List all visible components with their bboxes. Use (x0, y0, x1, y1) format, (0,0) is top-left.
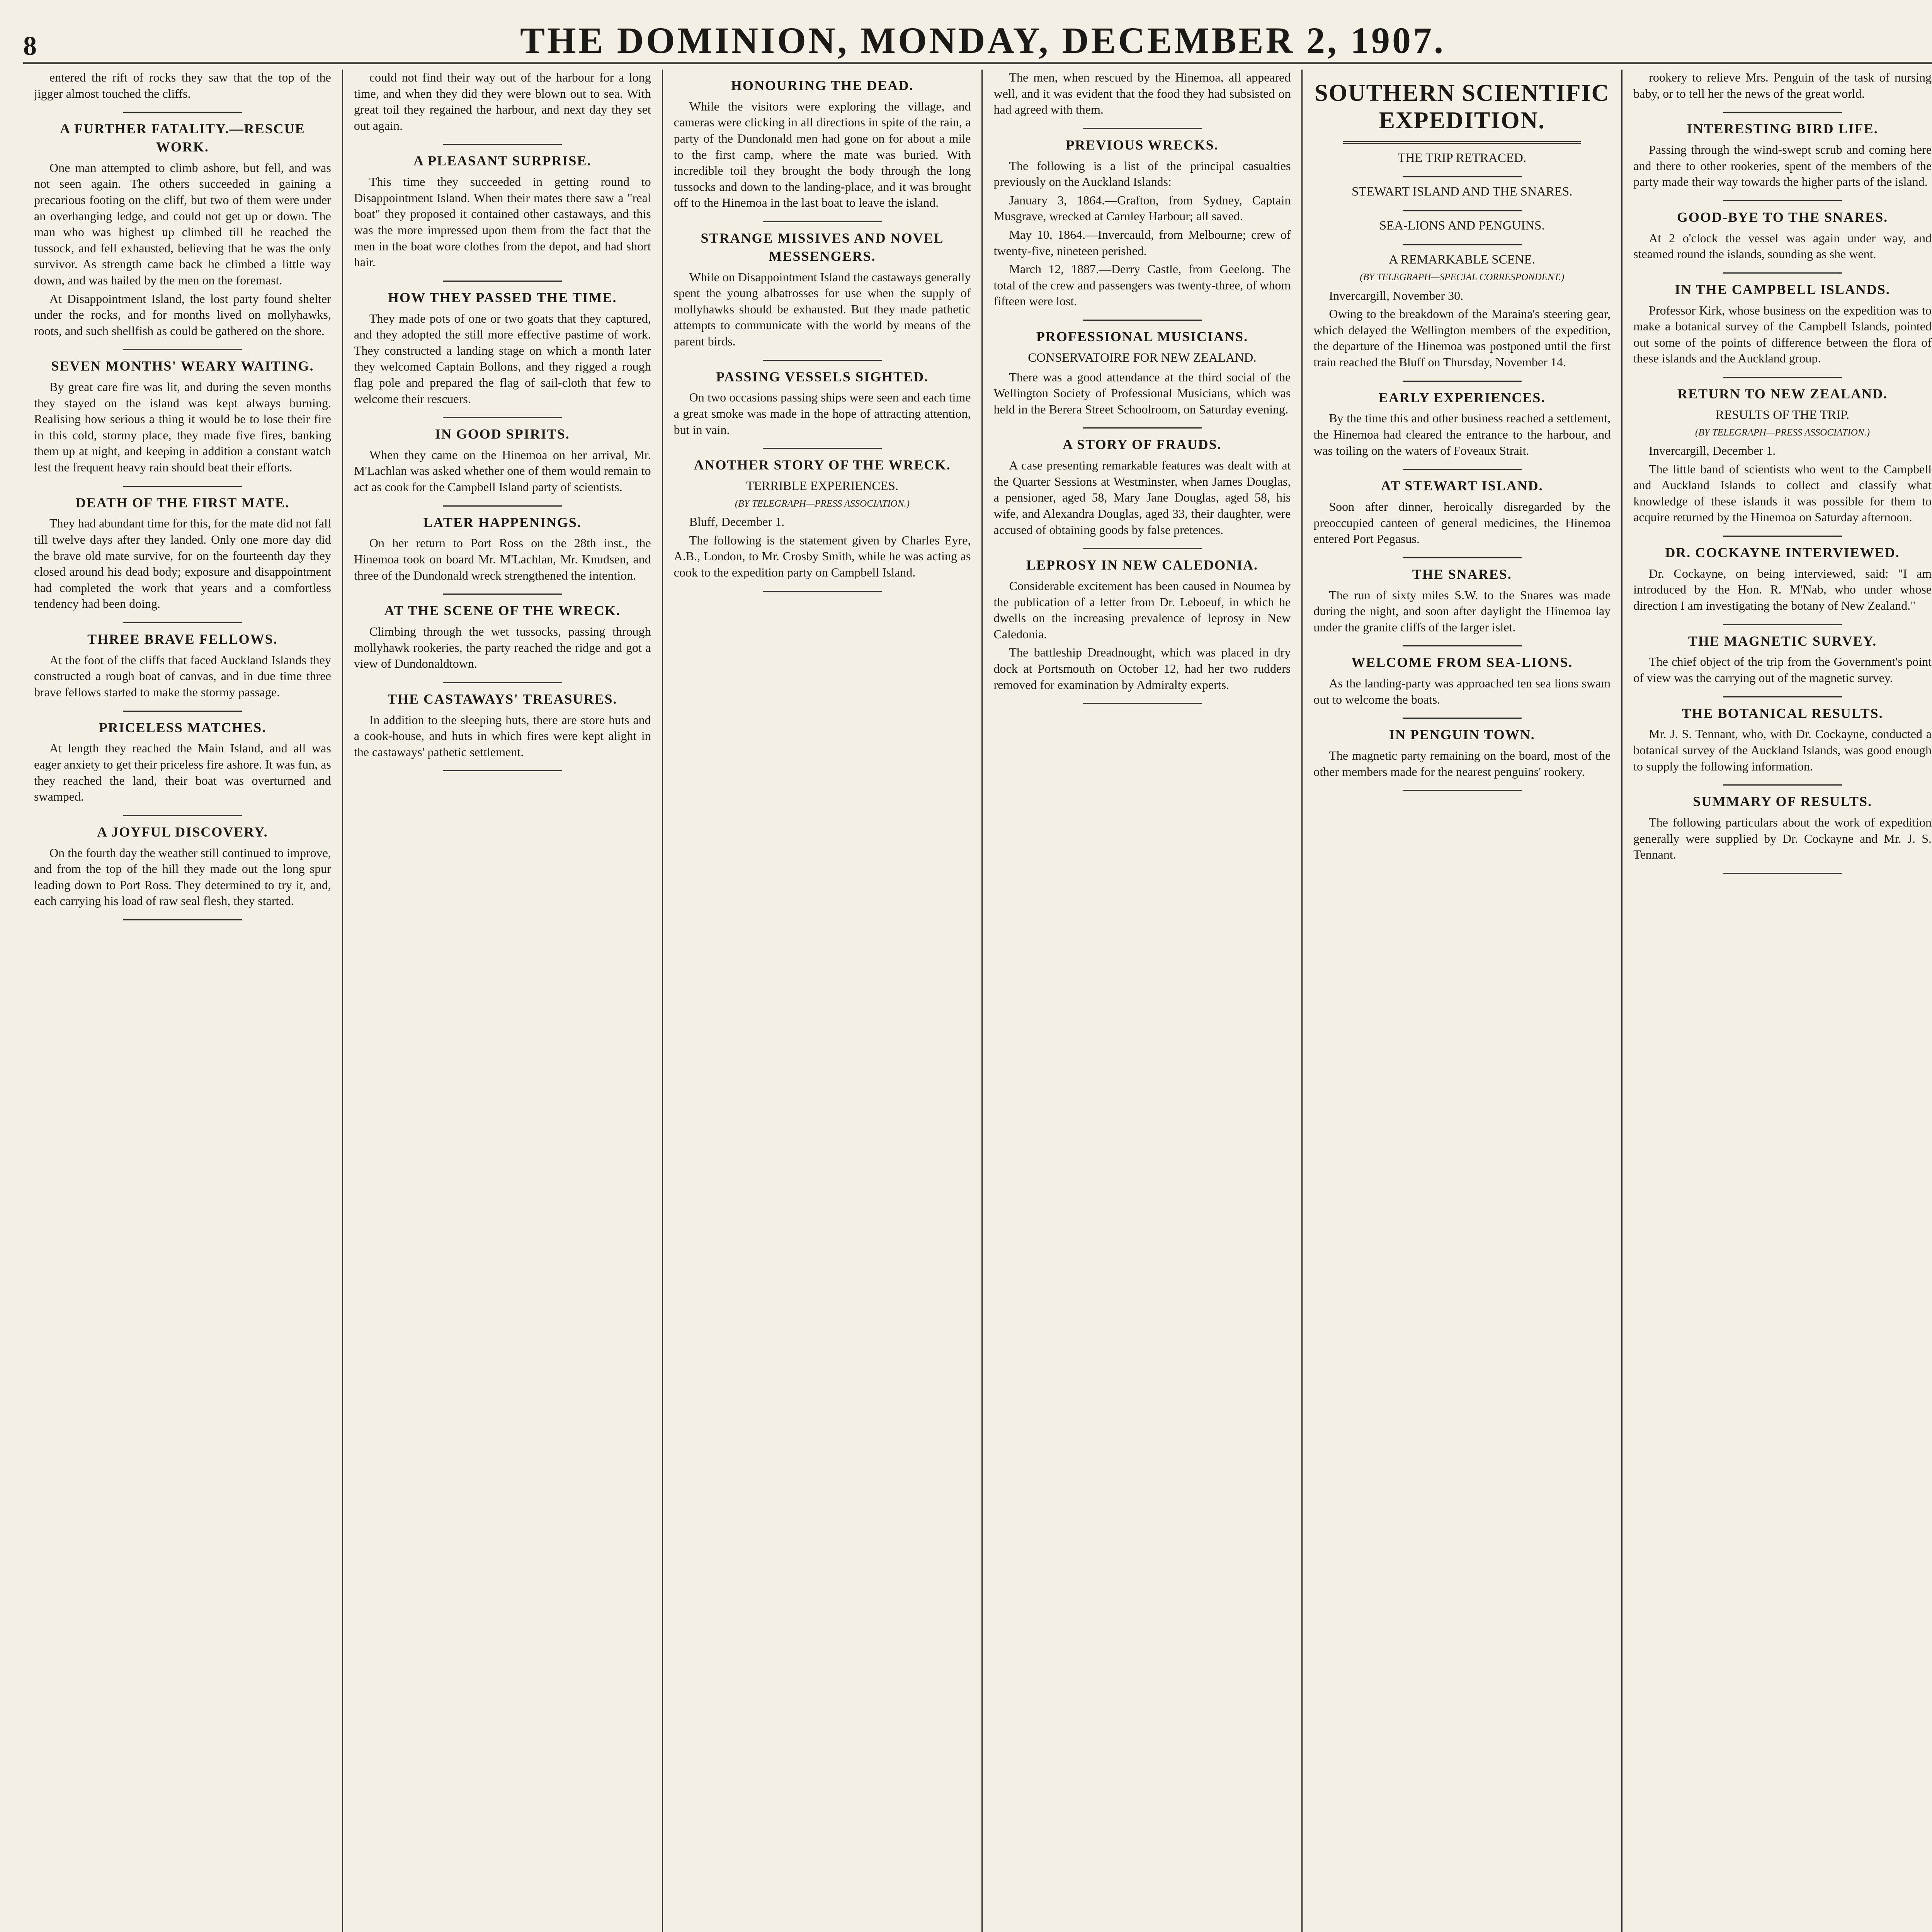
article-paragraph: The following is the statement given by Charles Eyre, A.B., London, to Mr. Crosby Smith, while he was acting as cook to the expedition party on Campbell Island. (673, 533, 971, 580)
article-paragraph: There was a good attendance at the third social of the Wellington Society of Professional Musicians, which was held in the Berera Street Schoolroom, on Saturday evening. (993, 370, 1291, 416)
article (1313, 218, 1611, 234)
article (1633, 544, 1932, 614)
divider-rule (1723, 696, 1842, 697)
article-paragraph: May 10, 1864.—Invercauld, from Melbourne; crew of twenty-five, nineteen perished. (993, 227, 1291, 258)
article (34, 70, 331, 102)
divider-rule (1403, 645, 1522, 646)
divider-rule (123, 112, 242, 113)
article-subheading: SEA-LIONS AND PENGUINS. (1379, 219, 1545, 233)
divider-rule (443, 594, 562, 595)
divider-rule (763, 591, 882, 592)
article (674, 368, 971, 438)
article-heading: HONOURING THE DEAD. (731, 78, 914, 93)
article (354, 602, 651, 672)
article (1313, 726, 1611, 780)
article (993, 328, 1291, 417)
columns (23, 70, 1932, 1932)
divider-rule (123, 711, 242, 712)
article-heading: HOW THEY PASSED THE TIME. (388, 289, 617, 305)
article (1313, 653, 1611, 707)
divider-rule (1723, 784, 1842, 786)
article-paragraph: The magnetic party remaining on the board, most of the other members made for the nearest penguins' rookery. (1313, 748, 1611, 779)
article-paragraph: The following is a list of the principal casualties previously on the Auckland Islands: (993, 158, 1291, 189)
divider-rule (443, 417, 562, 418)
article-byline: (BY TELEGRAPH—PRESS ASSOCIATION.) (735, 498, 910, 509)
article-heading: LATER HAPPENINGS. (423, 514, 582, 530)
divider-rule (123, 815, 242, 816)
article-paragraph: While the visitors were exploring the village, and cameras were clicking in all directions in spite of the rain, a party of the Dundonald men had gone on for about a mile to the first camp, where the mate was buried. With incredible toil they brought the body through the long tussocks and down to the landing-place, and it was brought off to the Hinemoa in the last boat to leave the island. (673, 99, 971, 210)
divider-rule (1403, 557, 1522, 558)
article-paragraph: At Disappointment Island, the lost party found shelter under the rocks, and for months lived on mollyhawks, roots, and such shellfish as could be gathered on the shore. (34, 291, 331, 338)
article-paragraph: At the foot of the cliffs that faced Auckland Islands they constructed a rough boat of canvas, and in due time three brave fellows started to make the stormy passage. (34, 653, 331, 699)
article-paragraph: When they came on the Hinemoa on her arrival, Mr. M'Lachlan was asked whether one of them would remain to act as cook for the Campbell Island party of scientists. (354, 447, 651, 494)
article (34, 823, 331, 909)
article-heading: IN GOOD SPIRITS. (435, 426, 570, 442)
article-paragraph: Invercargill, December 1. (1649, 444, 1776, 458)
article-subheading: RESULTS OF THE TRIP. (1716, 408, 1850, 422)
divider-rule (1403, 790, 1522, 791)
divider-rule (763, 360, 882, 361)
article-paragraph: Passing through the wind-swept scrub and coming here and there to other rookeries, spent of the members of the party made their way towards the higher parts of the island. (1633, 142, 1932, 189)
article-paragraph: rookery to relieve Mrs. Penguin of the task of nursing baby, or to tell her the news of the great world. (1633, 70, 1932, 100)
article (34, 494, 331, 612)
column-1 (23, 70, 343, 1932)
article-byline: (BY TELEGRAPH—SPECIAL CORRESPONDENT.) (1360, 272, 1565, 283)
divider-rule (443, 281, 562, 282)
divider-rule (763, 221, 882, 222)
divider-rule (443, 505, 562, 507)
divider-rule (1083, 427, 1202, 429)
article-heading: STRANGE MISSIVES AND NOVEL MESSENGERS. (701, 230, 944, 264)
article-subheading: A REMARKABLE SCENE. (1389, 253, 1536, 267)
article-heading: PROFESSIONAL MUSICIANS. (1036, 328, 1248, 344)
article-paragraph: Invercargill, November 30. (1329, 288, 1464, 303)
article-paragraph: March 12, 1887.—Derry Castle, from Geelong. The total of the crew and passengers was twenty-three, of whom fifteen were lost. (993, 262, 1291, 308)
divider-rule (443, 682, 562, 683)
article-paragraph: Owing to the breakdown of the Maraina's steering gear, which delayed the Wellington members of the expedition, the departure of the Hinemoa was postponed until the first train reached the Bluff on Thursday, November 14. (1313, 307, 1611, 369)
article-heading: A PLEASANT SURPRISE. (413, 153, 592, 169)
divider-rule (1083, 548, 1202, 549)
divider-rule (1083, 128, 1202, 129)
article-paragraph: Considerable excitement has been caused in Noumea by the publication of a letter from Dr. Leboeuf, in which he dwells on the increasing prevalence of leprosy in New Caledonia. (993, 578, 1291, 641)
divider-rule (1723, 200, 1842, 201)
article-paragraph: The battleship Dreadnought, which was placed in dry dock at Portsmouth on October 12, had her two rudders removed for examination by Admiralty experts. (993, 645, 1291, 692)
divider-rule (1083, 703, 1202, 704)
article-heading: IN PENGUIN TOWN. (1389, 727, 1535, 743)
article (674, 229, 971, 350)
article-paragraph: The run of sixty miles S.W. to the Snares was made during the night, and soon after daylight the Hinemoa lay under the granite cliffs of the larger islet. (1313, 588, 1611, 634)
divider-rule (1403, 718, 1522, 719)
article (34, 719, 331, 805)
article (1633, 70, 1932, 102)
article-paragraph: This time they succeeded in getting round to Disappointment Island. When their mates there saw a "real boat" they proposed it contained other castaways, and this was the more impressed upon them from the fact that the men in the boat wore clothes from the depot, and had short hair. (354, 175, 651, 269)
article-heading: RETURN TO NEW ZEALAND. (1677, 386, 1888, 401)
article-paragraph: At 2 o'clock the vessel was again under way, and steamed round the islands, sounding as she went. (1633, 231, 1932, 261)
article-heading: ANOTHER STORY OF THE WRECK. (694, 457, 951, 473)
article-heading: SEVEN MONTHS' WEARY WAITING. (51, 358, 314, 374)
article (993, 136, 1291, 310)
article-heading: PRICELESS MATCHES. (99, 719, 267, 735)
article (1313, 477, 1611, 547)
article (993, 435, 1291, 538)
divider-rule (123, 486, 242, 487)
article-heading: AT STEWART ISLAND. (1381, 478, 1543, 494)
article (34, 630, 331, 701)
article (354, 152, 651, 270)
article-heading: DEATH OF THE FIRST MATE. (75, 495, 289, 510)
article-paragraph: While on Disappointment Island the castaways generally spent the young albatrosses for use when the supply of mollyhawks should be exhausted. But they made pathetic attempts to communicate with the world by means of the parent birds. (673, 270, 971, 348)
article (1313, 565, 1611, 636)
article (354, 425, 651, 495)
article-heading: SOUTHERN SCIENTIFIC EXPEDITION. (1315, 80, 1610, 134)
article-heading: PASSING VESSELS SIGHTED. (716, 369, 929, 384)
divider-rule (1723, 112, 1842, 113)
divider-rule (123, 622, 242, 623)
article-heading: THE SNARES. (1412, 566, 1512, 582)
page-number: 8 (23, 31, 37, 61)
article-paragraph: On her return to Port Ross on the 28th inst., the Hinemoa took on board Mr. M'Lachlan, Mr. Knudsen, and three of the Dundonald wreck strengthened the intention. (354, 536, 651, 582)
divider-rule (1723, 873, 1842, 874)
article-paragraph: They had abundant time for this, for the mate did not fall till twelve days after they landed. Only one more day did the brave old mate survive, for on the fourteenth day they closed around his dead body; exposure and disappointment had completed the work that years and a comfortless tendency had been doing. (34, 516, 331, 611)
divider-rule (443, 144, 562, 145)
divider-rule (443, 770, 562, 771)
divider-rule (1723, 377, 1842, 378)
article (1633, 120, 1932, 190)
article-paragraph: Dr. Cockayne, on being interviewed, said: "I am introduced by the Hon. R. M'Nab, who under whose direction I am investigating the botany of New Zealand." (1633, 566, 1932, 613)
article-heading: SUMMARY OF RESULTS. (1693, 794, 1872, 810)
article-paragraph: January 3, 1864.—Grafton, from Sydney, Captain Musgrave, wrecked at Carnley Harbour; all saved. (993, 193, 1291, 223)
newspaper-title: THE DOMINION, MONDAY, DECEMBER 2, 1907. (520, 20, 1446, 61)
article-subheading: THE TRIP RETRACED. (1398, 151, 1527, 165)
article (993, 70, 1291, 118)
article-byline: (BY TELEGRAPH—PRESS ASSOCIATION.) (1695, 427, 1870, 438)
article-heading: A FURTHER FATALITY.—RESCUE WORK. (60, 121, 305, 155)
article-paragraph: The chief object of the trip from the Government's point of view was the carrying out of the magnetic survey. (1633, 655, 1932, 685)
article-paragraph: One man attempted to climb ashore, but fell, and was not seen again. The others succeeded in gaining a precarious footing on the cliff, but two of them were under an overhanging ledge, and could not get up or down. The man who was highest up climbed till he reached the tussock, and fell exhausted, believing that he was the only survivor. As strength came back he climbed a little way down, and was hailed by the men on the foremast. (34, 160, 331, 287)
article-subheading: STEWART ISLAND AND THE SNARES. (1351, 185, 1573, 199)
article (993, 556, 1291, 693)
divider-rule (1403, 210, 1522, 211)
article-heading: EARLY EXPERIENCES. (1379, 389, 1546, 405)
article (1633, 385, 1932, 526)
divider-rule (123, 349, 242, 350)
divider-rule (123, 919, 242, 920)
article-subheading: TERRIBLE EXPERIENCES. (746, 479, 899, 493)
article-paragraph: entered the rift of rocks they saw that the top of the jigger almost touched the cliffs. (34, 70, 331, 100)
divider-rule (1723, 624, 1842, 625)
article-heading: THREE BRAVE FELLOWS. (87, 631, 278, 647)
article (1633, 208, 1932, 262)
article (1633, 281, 1932, 367)
article-heading: A STORY OF FRAUDS. (1063, 437, 1222, 452)
divider-rule (763, 448, 882, 449)
article-paragraph: The men, when rescued by the Hinemoa, all appeared well, and it was evident that the food they had subsisted on had agreed with them. (993, 70, 1291, 117)
divider-rule (1723, 272, 1842, 274)
article-heading: PREVIOUS WRECKS. (1066, 137, 1219, 153)
divider-rule (1403, 176, 1522, 177)
article (1633, 793, 1932, 863)
column-6 (1622, 70, 1932, 1932)
divider-rule (1403, 381, 1522, 382)
article (1313, 184, 1611, 200)
masthead (23, 15, 1932, 64)
article-heading: LEPROSY IN NEW CALEDONIA. (1026, 557, 1258, 573)
divider-rule (1343, 141, 1581, 144)
column-2 (343, 70, 663, 1932)
column-3 (663, 70, 983, 1932)
article-paragraph: The little band of scientists who went to the Campbell and Auckland Islands to collect and classify what knowledge of these islands it was possible for them to acquire returned by the Hinemoa on Saturday afternoon. (1633, 462, 1932, 524)
article-paragraph: A case presenting remarkable features was dealt with at the Quarter Sessions at Westminster, when James Douglas, a pensioner, aged 58, Mary Jane Douglas, aged 58, his wife, and Alexandra Douglas, aged 33, their daughter, were accused of obtaining goods by false pretences. (993, 458, 1291, 537)
article-paragraph: Soon after dinner, heroically disregarded by the preoccupied canteen of general medicines, the Hinemoa entered Port Pegasus. (1313, 500, 1611, 546)
article-paragraph: On the fourth day the weather still continued to improve, and from the top of the hill they made out the long spur leading down to Port Ross. They determined to try it, and, each carrying his load of raw seal flesh, they started. (34, 845, 331, 908)
article-paragraph: could not find their way out of the harbour for a long time, and when they did they were blown out to sea. With great toil they regained the harbour, and next day they set out again. (354, 70, 651, 133)
article-paragraph: Climbing through the wet tussocks, passing through mollyhawk rookeries, the party reached the ridge and got a view of Dundonaldtown. (354, 624, 651, 671)
article (34, 120, 331, 339)
article-paragraph: By the time this and other business reached a settlement, the Hinemoa had cleared the entrance to the harbour, and was toiling on the waters of Foveaux Strait. (1313, 411, 1611, 457)
divider-rule (1083, 320, 1202, 321)
column-4 (983, 70, 1303, 1932)
article-paragraph: Professor Kirk, whose business on the expedition was to make a botanical survey of the Campbell Islands, pointed out some of the points of difference between the flora of these islands and the Auckland group. (1633, 303, 1932, 366)
article (354, 70, 651, 134)
article-paragraph: Bluff, December 1. (689, 515, 785, 529)
column-5 (1303, 70, 1622, 1932)
article (354, 514, 651, 584)
article-heading: WELCOME FROM SEA-LIONS. (1351, 655, 1573, 670)
article (1313, 389, 1611, 459)
article-heading: DR. COCKAYNE INTERVIEWED. (1665, 545, 1900, 561)
article (354, 289, 651, 407)
article-paragraph: The following particulars about the work of expedition generally were supplied by Dr. Cockayne and Mr. J. S. Tennant. (1633, 815, 1932, 862)
article (34, 357, 331, 475)
article (674, 77, 971, 211)
article (1313, 252, 1611, 370)
article (1313, 80, 1611, 166)
divider-rule (1723, 536, 1842, 537)
article (1633, 704, 1932, 775)
article-paragraph: As the landing-party was approached ten sea lions swam out to welcome the boats. (1313, 676, 1611, 706)
article (1633, 632, 1932, 686)
article-heading: THE BOTANICAL RESULTS. (1682, 705, 1883, 721)
article-paragraph: They made pots of one or two goats that they captured, and they adopted the still more effective pastime of work. They constructed a landing stage on which a month later they welcomed Captain Bollons, and they rigged a rough flag pole and prepared the flag of sail-cloth that few to welcome their rescuers. (354, 311, 651, 406)
article-heading: A JOYFUL DISCOVERY. (97, 824, 268, 840)
article-heading: INTERESTING BIRD LIFE. (1687, 121, 1878, 137)
article-heading: GOOD-BYE TO THE SNARES. (1677, 209, 1888, 225)
divider-rule (1403, 244, 1522, 245)
article (674, 456, 971, 581)
article-subheading: CONSERVATOIRE FOR NEW ZEALAND. (1028, 350, 1257, 365)
article-heading: AT THE SCENE OF THE WRECK. (384, 603, 621, 619)
article (354, 690, 651, 760)
article-paragraph: At length they reached the Main Island, and all was eager anxiety to get their priceless fire ashore. It was fun, as they reached the land, their boat was overturned and swamped. (34, 741, 331, 804)
article-paragraph: Mr. J. S. Tennant, who, with Dr. Cockayne, conducted a botanical survey of the Auckland Islands, was good enough to supply the following information. (1633, 727, 1932, 773)
divider-rule (1403, 469, 1522, 470)
article-paragraph: In addition to the sleeping huts, there are store huts and a cook-house, and huts in which fires were kept alight in the castaways' pathetic settlement. (354, 713, 651, 759)
article-paragraph: On two occasions passing ships were seen and each time a great smoke was made in the hope of attracting attention, but in vain. (673, 390, 971, 437)
article-heading: THE MAGNETIC SURVEY. (1688, 633, 1877, 649)
article-heading: THE CASTAWAYS' TREASURES. (387, 691, 617, 707)
article-paragraph: By great care fire was lit, and during the seven months they stayed on the island was kept always burning. Realising how serious a thing it would be to lose their fire in this cold, stormy place, they made five fires, banking them up at night, and keeping in addition a constant watch lest the frequent heavy rain should beat their efforts. (34, 380, 331, 474)
article-heading: IN THE CAMPBELL ISLANDS. (1675, 281, 1890, 297)
